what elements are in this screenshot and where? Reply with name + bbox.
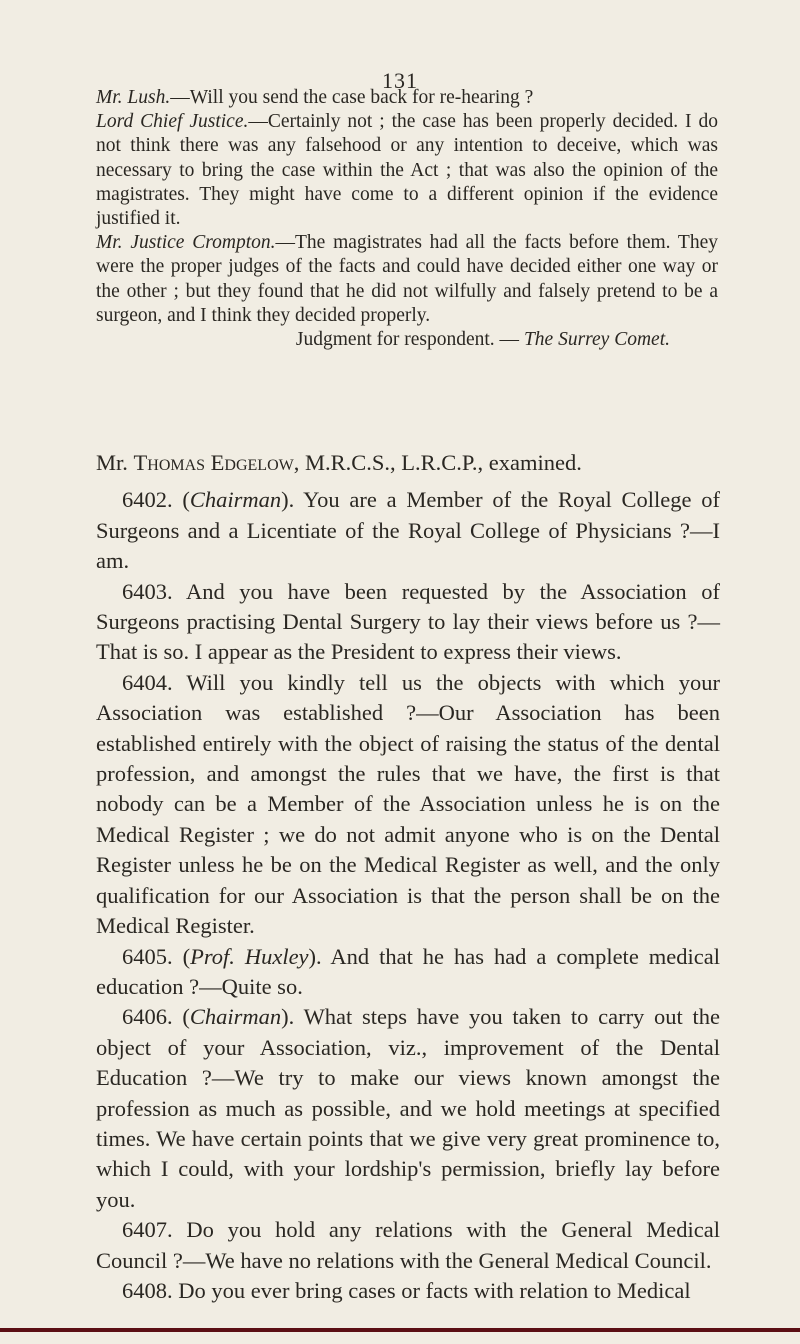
witness-heading: Mr. Thomas Edgelow, M.R.C.S., L.R.C.P., examined. <box>96 450 582 475</box>
question-number: 6406. <box>122 1004 173 1030</box>
examination <box>96 448 720 1306</box>
question-6406: 6406. (Chairman). What steps have you taken to carry out the object of your Association, viz., improvement of the Dental Education ?—We try to make our views known amongst the profession as much as possible, and we hold meetings at specified times. We have certain points that we give very great prominence to, which I could, with your lordship's permission, briefly lay before you. <box>96 1004 721 1212</box>
exchange-2 <box>96 110 718 231</box>
speaker: Mr. Lush. <box>96 87 171 108</box>
exchange-1 <box>96 86 718 110</box>
question-number: 6408. <box>122 1277 173 1303</box>
questioner: Prof. Huxley <box>190 943 309 969</box>
question-6407 <box>96 1215 720 1276</box>
question-number: 6405. <box>122 943 173 969</box>
witness-name: Thomas Edgelow <box>133 450 294 475</box>
question-text: And that he has had a complete medical education ?—Quite so. <box>96 943 720 999</box>
question-6403 <box>96 577 720 668</box>
questioner: Chairman <box>189 487 282 513</box>
question-text: Do you hold any relations with the General Medical Council ?—We have no relations with the General Medical Council. <box>96 1217 720 1273</box>
question-number: 6407. <box>122 1217 173 1243</box>
question-text: Do you ever bring cases or facts with relation to Medical <box>178 1277 691 1303</box>
page-number: 131 <box>382 68 418 93</box>
judgment-source: The Surrey Comet. <box>523 329 670 351</box>
question-6408 <box>96 1276 720 1306</box>
question-text: What steps have you taken to carry out the object of your Association, viz., improvement of the Dental Education ?—We try to make our views known amongst the profession as much as possible, and we hold meetings at specified times. We have certain points that we give very great prominence to, which I could, with your lordship's permission, briefly lay before you. <box>96 1004 721 1212</box>
question-6405: 6405. (Prof. Huxley). And that he has had a complete medical education ?—Quite so. <box>96 943 720 999</box>
question-number: 6402. <box>122 487 173 513</box>
question-6402: 6402. (Chairman). You are a Member of the Royal College of Surgeons and a Licentiate of the Royal College of Physicians ?—I am. <box>96 487 720 574</box>
page-edge-rule <box>0 1328 800 1332</box>
question-number: 6404. <box>122 669 173 695</box>
question-6404 <box>96 668 720 942</box>
exchange-text: —The magistrates had all the facts before them. They were the proper judges of the facts and could have decided either one way or the other ; but they found that he did not wilfully and falsely pretend to be a surgeon, and I think they decided properly. <box>96 232 719 326</box>
question-text: You are a Member of the Royal College of Surgeons and a Licentiate of the Royal College of Physicians ?—I am. <box>96 487 720 574</box>
judgment-text: Judgment for respondent. — <box>295 329 524 351</box>
exchange-text: —Certainly not ; the case has been properly decided. I do not think there was any falsehood or any intention to deceive, which was necessary to bring the case within the Act ; that was also the opinion of the magistrates. They might have come to a different opinion if the evidence justified it. <box>96 111 718 230</box>
exchange-3 <box>96 231 718 328</box>
speaker: Lord Chief Justice. <box>96 111 249 133</box>
judgment-line <box>96 328 718 352</box>
court-report <box>96 86 718 352</box>
question-text: Will you kindly tell us the objects with which your Association was established ?—Our Association has been established entirely with the object of raising the status of the dental profession, and amongst the rules that we have, the first is that nobody can be a Member of the Association unless he is on the Medical Register ; we do not admit anyone who is on the Dental Register unless he be on the Medical Register as well, and the only qualification for our Association is that the person shall be on the Medical Register. <box>96 669 720 939</box>
question-text: And you have been requested by the Association of Surgeons practising Dental Surgery to lay their views before us ?—That is so. I appear as the President to express their views. <box>96 578 720 665</box>
questioner: Chairman <box>189 1004 282 1030</box>
exchange-text: —Will you send the case back for re-hearing ? <box>170 87 534 108</box>
question-number: 6403. <box>122 578 173 604</box>
speaker: Mr. Justice Crompton. <box>96 232 276 254</box>
